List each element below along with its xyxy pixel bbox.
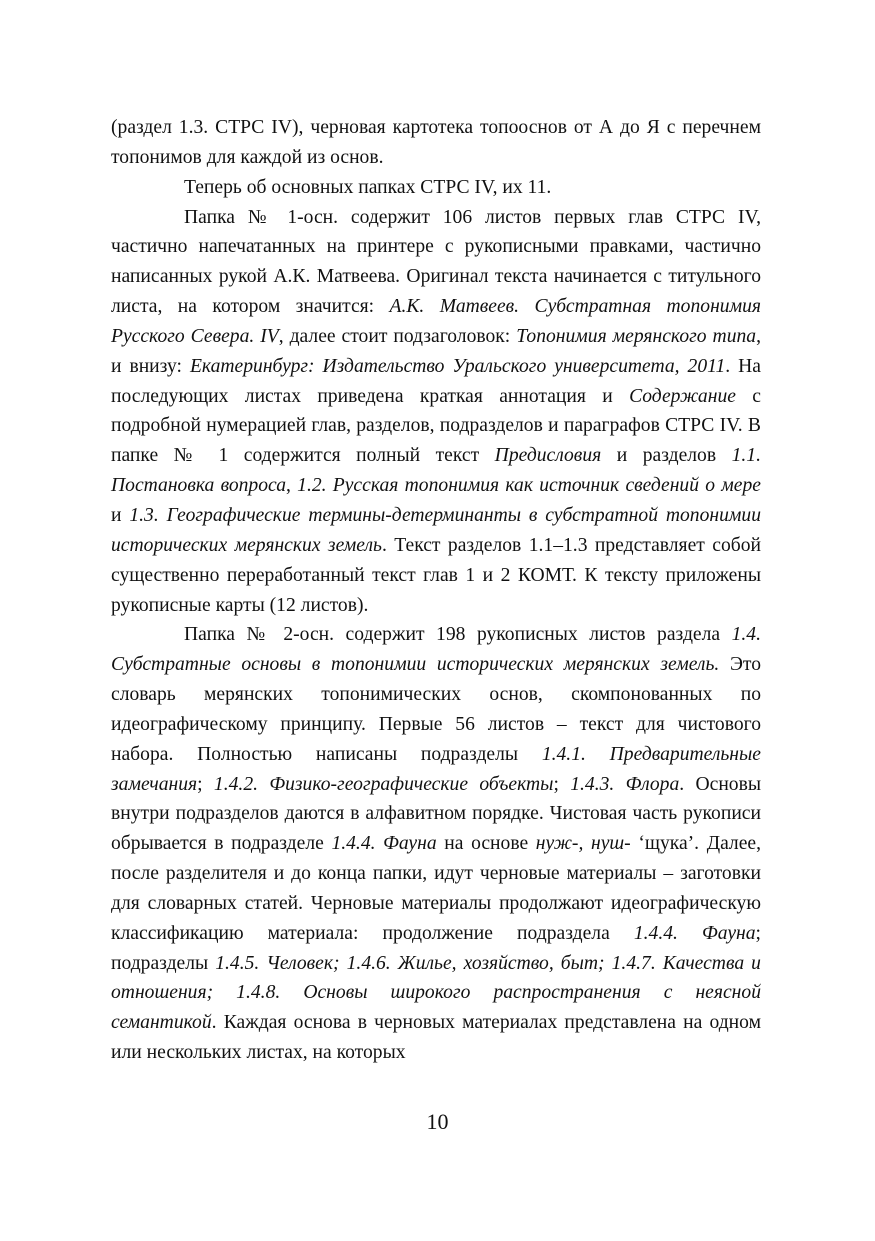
- paragraph: [111, 113, 761, 173]
- italic-text: 1.4.3. Флора: [570, 773, 680, 795]
- italic-text: Содержание: [629, 385, 736, 407]
- italic-text: нуж-, нуш-: [535, 833, 631, 855]
- italic-text: 1.4.2. Физико-географические объекты: [213, 773, 554, 795]
- text-run: ;: [553, 773, 571, 795]
- page-number: 10: [426, 1109, 449, 1134]
- italic-text: Топонимия мерянского типа: [516, 325, 757, 347]
- text-run: . Каждая основа в черновых материалах представлена на одном или нескольких листах, на которых: [111, 1012, 761, 1064]
- italic-text: 1.4.4. Фауна: [331, 833, 437, 855]
- italic-text: Екатеринбург: Издательство Уральского университета, 2011: [189, 355, 726, 377]
- italic-text: 1.1. Постановка вопроса: [111, 445, 761, 497]
- text-run: Теперь об основных папках СТРС IV, их 11.: [184, 176, 552, 198]
- body-text: [111, 113, 761, 1068]
- italic-text: 1.2. Русская топонимия как источник сведений о мере: [297, 475, 761, 497]
- text-run: и: [111, 504, 130, 526]
- text-run: и разделов: [601, 445, 732, 467]
- text-run: на основе: [436, 833, 536, 855]
- paragraph: [111, 203, 761, 621]
- italic-text: А.К. Матвеев. Субстратная топонимия Русского Севера. IV: [111, 296, 761, 347]
- text-run: Папка № 2-осн. содержит 198 рукописных листов раздела: [184, 624, 732, 646]
- italic-text: Предисловия: [494, 445, 602, 467]
- text-run: , и внизу:: [111, 325, 761, 377]
- italic-text: 1.4.4. Фауна: [633, 922, 756, 944]
- text-run: ;: [197, 773, 214, 795]
- text-run: . На последующих листах приведена краткая аннотация и: [111, 355, 761, 407]
- text-run: Папка № 1-осн. содержит 106 листов первых глав СТРС IV, частично напечатанных на принтере с рукописными правками, частично написанных рукой А.К. Матвеева. Оригинал текста начинается с титульного листа, на котором значится:: [111, 206, 761, 318]
- text-run: ; подразделы: [111, 922, 761, 974]
- italic-text: 1.3. Географические термины-детерминанты в субстратной топонимии исторических мерянских земель: [111, 504, 761, 556]
- paragraph: [111, 620, 761, 1068]
- text-run: , далее стоит подзаголовок:: [278, 325, 517, 347]
- italic-text: 1.4.5. Человек; 1.4.6. Жилье, хозяйство, быт; 1.4.7. Качества и отношения; 1.4.8. Основы широкого распространения с неясной семантикой: [111, 952, 761, 1034]
- italic-text: 1.4. Субстратные основы в топонимии исторических мерянских земель.: [111, 624, 761, 676]
- italic-text: 1.4.1. Предварительные замечания: [111, 743, 761, 795]
- paragraph: [111, 173, 761, 203]
- text-run: ‘щука’. Далее, после разделителя и до конца папки, идут черновые материалы – заготовки для словарных статей. Черновые материалы продолжают идеографическую классификацию материала: продолжение подраздела: [111, 833, 762, 944]
- text-run: ,: [286, 475, 298, 497]
- text-run: (раздел 1.3. СТРС IV), черновая картотека топооснов от А до Я с перечнем топонимов для каждой из основ.: [111, 117, 761, 168]
- text-run: Это словарь мерянских топонимических основ, скомпонованных по идеографическому принципу. Первые 56 листов – текст для чистового набора. Полностью написаны подразделы: [111, 654, 762, 765]
- text-run: . Текст разделов 1.1–1.3 представляет собой существенно переработанный текст глав 1 и 2 КОМТ. К тексту приложены рукописные карты (12 листов).: [111, 534, 761, 616]
- text-run: . Основы внутри подразделов даются в алфавитном порядке. Чистовая часть рукописи обрывается в подразделе: [111, 773, 762, 855]
- text-run: с подробной нумерацией глав, разделов, подразделов и параграфов СТРС IV. В папке № 1 содержится полный текст: [111, 385, 761, 467]
